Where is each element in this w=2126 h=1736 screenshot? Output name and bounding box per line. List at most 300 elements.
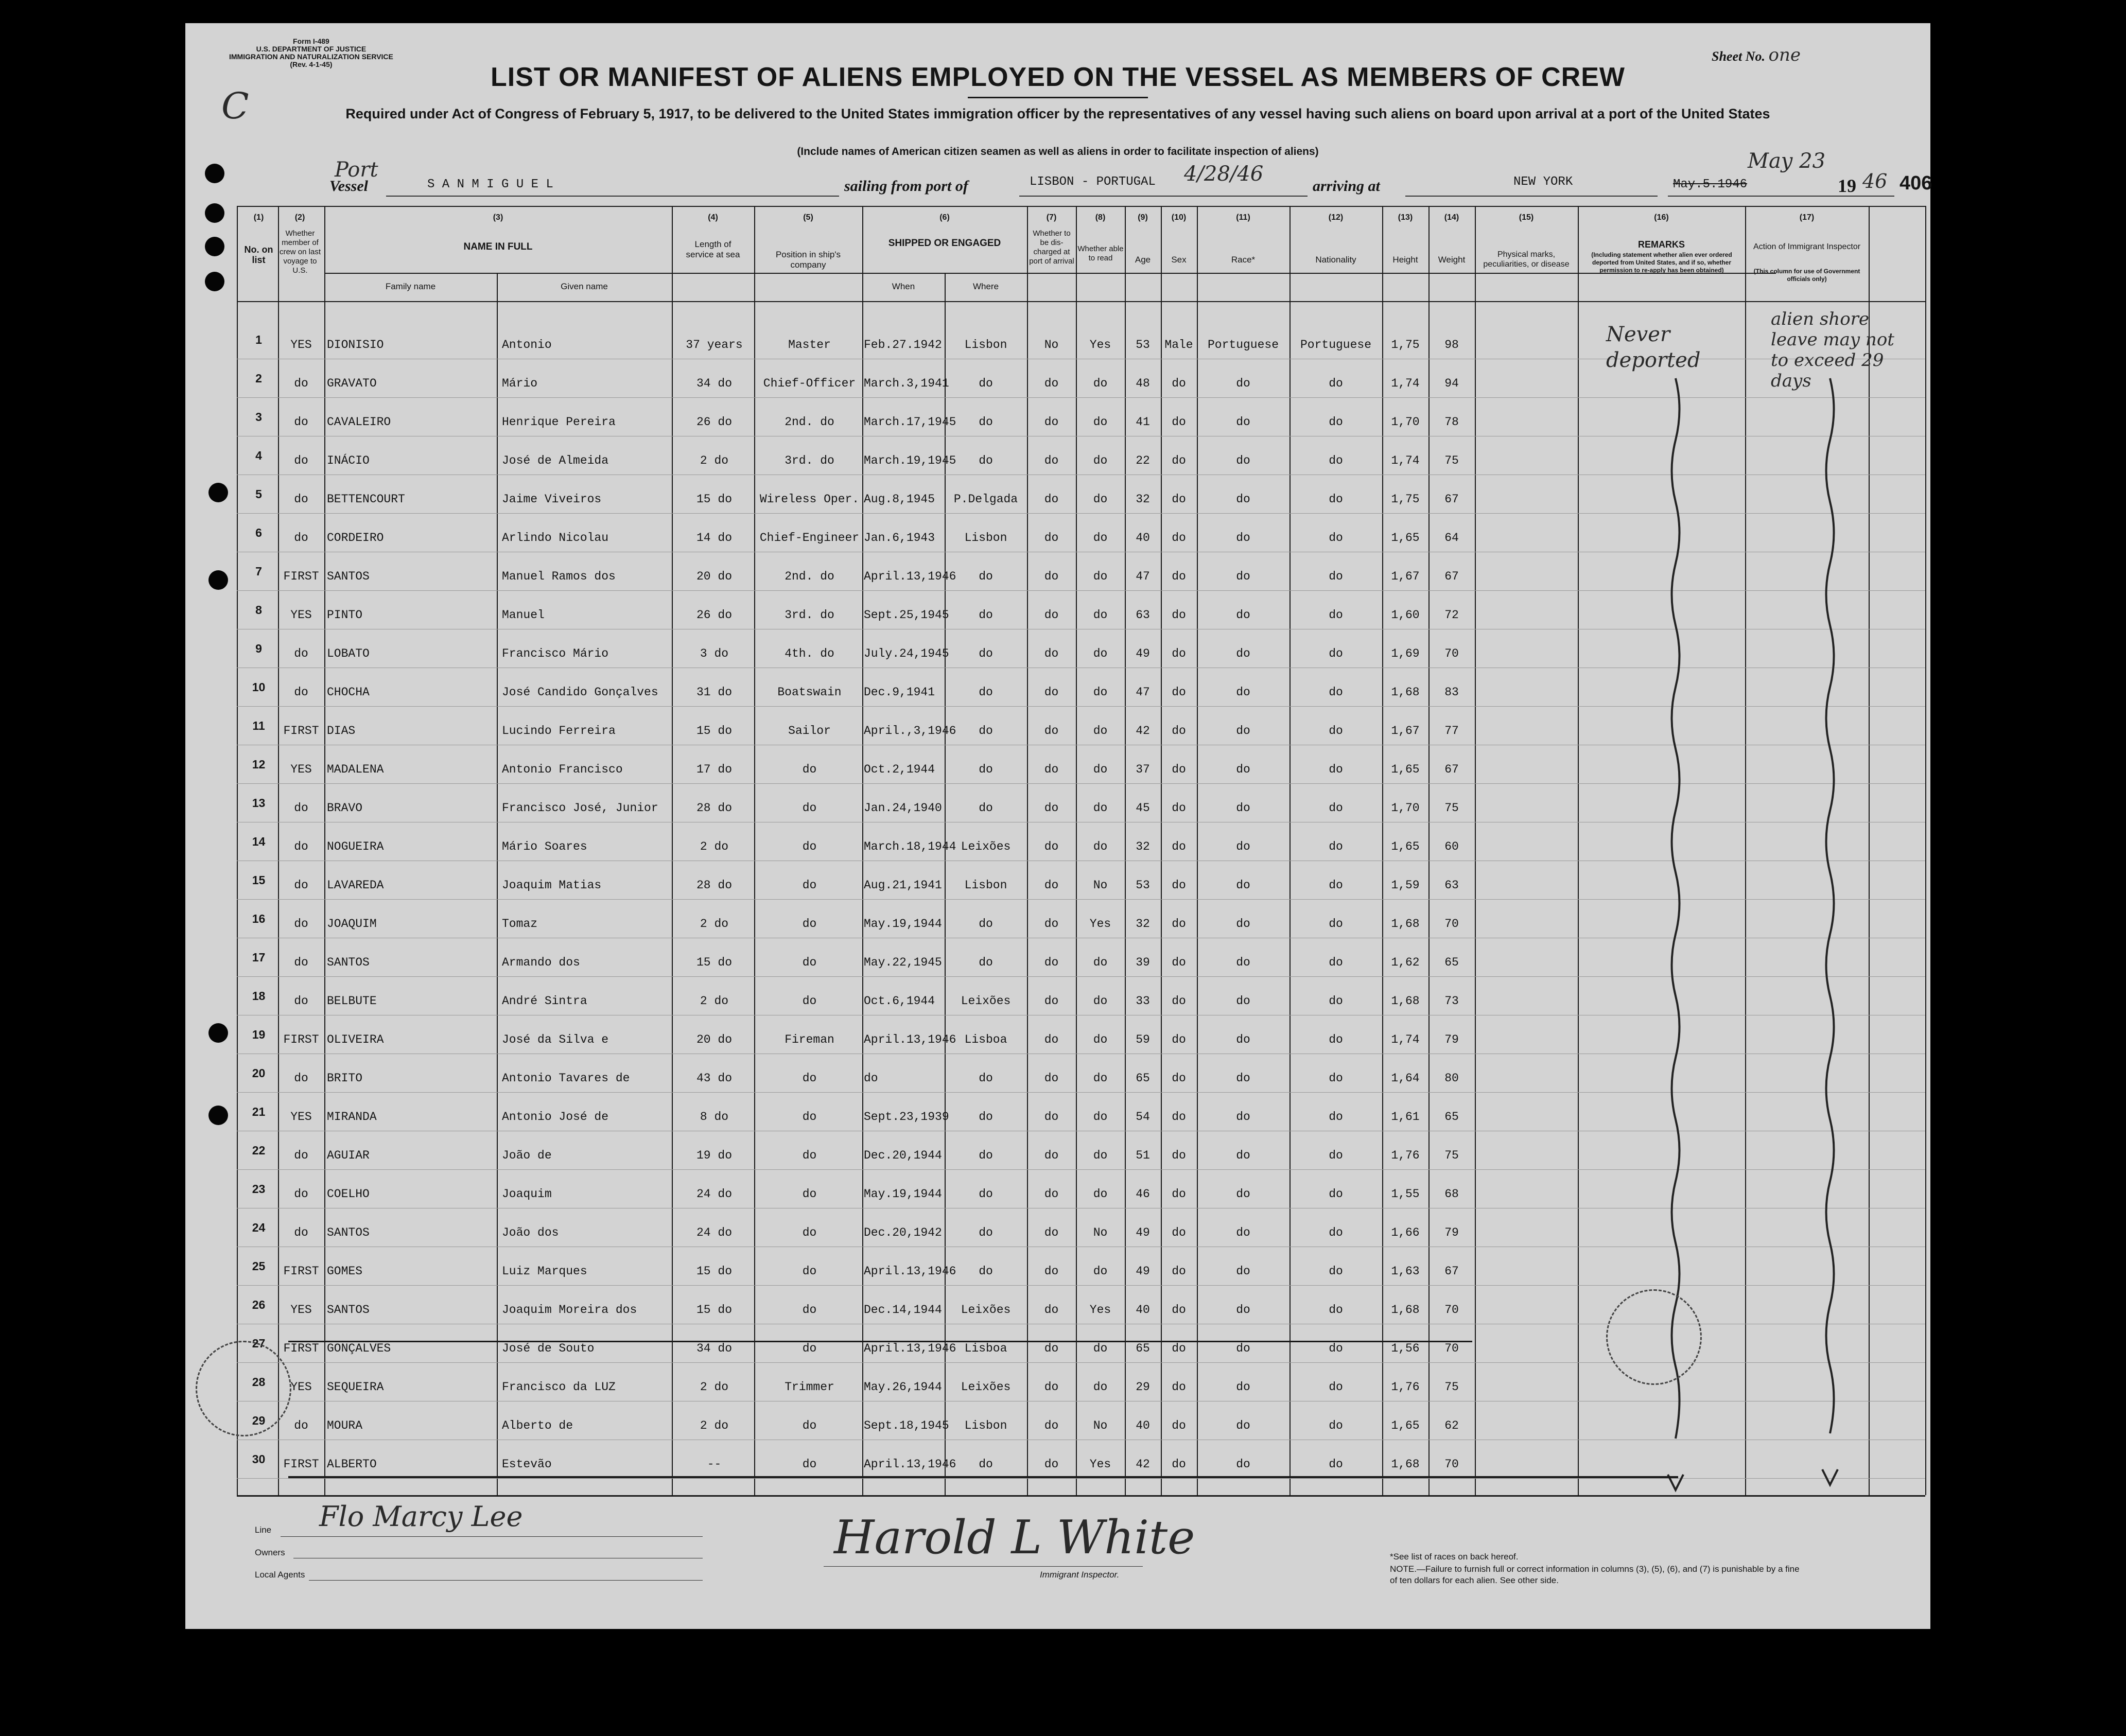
cell-weight: 62: [1444, 1419, 1459, 1432]
cell-no: 17: [252, 951, 266, 964]
col-14-num: (14): [1444, 213, 1459, 222]
cell-nationality: do: [1329, 377, 1343, 390]
cell-nationality: do: [1329, 1458, 1343, 1471]
binder-hole: [208, 483, 228, 502]
binder-hole: [205, 237, 224, 256]
cell-age: 65: [1136, 1342, 1150, 1355]
cell-height: 1,68: [1391, 994, 1420, 1008]
cell-height: 1,68: [1391, 1458, 1420, 1471]
cell-weight: 63: [1444, 879, 1459, 892]
col-2-num: (2): [294, 213, 305, 222]
cell-service: 2 do: [700, 1380, 729, 1394]
typed-date: May.5.1946: [1673, 178, 1748, 191]
cell-no: 25: [252, 1259, 266, 1273]
cell-position: Wireless Oper.: [759, 493, 860, 506]
cell-race: do: [1236, 763, 1250, 776]
cell-service: 2 do: [700, 1419, 729, 1432]
cell-sex: do: [1172, 879, 1186, 892]
cell-service: 19 do: [696, 1149, 732, 1162]
cell-when: April.13,1946: [864, 570, 956, 583]
cell-discharged: do: [1044, 994, 1059, 1008]
cell-sex: do: [1172, 917, 1186, 931]
cell-service: 3 do: [700, 647, 729, 660]
cell-read: Yes: [1089, 1303, 1111, 1317]
cell-read: do: [1093, 956, 1108, 969]
handwritten-date: May 23: [1748, 149, 1826, 173]
cell-age: 22: [1136, 454, 1150, 467]
cell-age: 53: [1136, 879, 1150, 892]
cell-weight: 78: [1444, 415, 1459, 429]
cell-age: 39: [1136, 956, 1150, 969]
cell-where: Leixões: [961, 1380, 1011, 1394]
cell-prev: do: [294, 879, 308, 892]
cell-position: do: [802, 1149, 817, 1162]
cell-family: GONÇALVES: [327, 1342, 391, 1355]
cell-nationality: do: [1329, 647, 1343, 660]
cell-where: Leixões: [961, 840, 1011, 853]
cell-nationality: do: [1329, 879, 1343, 892]
cell-read: do: [1093, 415, 1108, 429]
cell-height: 1,62: [1391, 956, 1420, 969]
col-16-subheader: (Including statement whether alien ever ordered deported from United States, and if so, whether permission to re-apply has been obtained): [1591, 251, 1732, 274]
cell-where: do: [979, 1458, 993, 1471]
cell-nationality: do: [1329, 917, 1343, 931]
cell-weight: 79: [1444, 1033, 1459, 1046]
cell-race: do: [1236, 801, 1250, 815]
cell-family: GRAVATO: [327, 377, 377, 390]
cell-age: 47: [1136, 686, 1150, 699]
cell-read: do: [1093, 1342, 1108, 1355]
column-line: [672, 206, 673, 1495]
corner-mark: C: [221, 85, 249, 127]
sheet-number-value: one: [1768, 45, 1801, 65]
cell-sex: do: [1172, 1380, 1186, 1394]
cell-position: Sailor: [788, 724, 831, 738]
cell-discharged: do: [1044, 1419, 1059, 1432]
col-13-header: Height: [1392, 255, 1418, 265]
cell-no: 24: [252, 1221, 266, 1234]
cell-age: 53: [1136, 338, 1150, 352]
cell-family: GOMES: [327, 1265, 363, 1278]
col-3-family-header: Family name: [385, 282, 436, 291]
cell-weight: 68: [1444, 1187, 1459, 1201]
cell-height: 1,59: [1391, 879, 1420, 892]
cell-sex: do: [1172, 994, 1186, 1008]
cell-where: Lisbon: [964, 1419, 1007, 1432]
arriving-label: arriving at: [1313, 178, 1380, 195]
cell-sex: do: [1172, 1342, 1186, 1355]
cell-service: 31 do: [696, 686, 732, 699]
vessel-label: Vessel: [329, 178, 368, 195]
port-handwritten: Port: [335, 158, 378, 182]
cell-no: 26: [252, 1298, 266, 1311]
cell-discharged: do: [1044, 1380, 1059, 1394]
cell-read: do: [1093, 840, 1108, 853]
cell-read: do: [1093, 1110, 1108, 1124]
cell-given: Francisco da LUZ: [502, 1380, 616, 1394]
cell-sex: do: [1172, 956, 1186, 969]
cell-sex: do: [1172, 415, 1186, 429]
col-2-header: Whether member of crew on last voyage to U.S.: [279, 229, 321, 275]
cell-height: 1,56: [1391, 1342, 1420, 1355]
column-line: [1925, 206, 1926, 1495]
cell-weight: 70: [1444, 917, 1459, 931]
cell-race: do: [1236, 1458, 1250, 1471]
table-top-border: [237, 206, 1925, 207]
cell-no: 3: [255, 410, 262, 424]
col-13-num: (13): [1398, 213, 1413, 222]
cell-no: 16: [252, 912, 266, 925]
cell-when: May.26,1944: [864, 1380, 942, 1394]
cell-height: 1,68: [1391, 917, 1420, 931]
col-3-num: (3): [493, 213, 503, 222]
binder-hole: [208, 570, 228, 590]
col-9-num: (9): [1138, 213, 1148, 222]
cell-service: 24 do: [696, 1187, 732, 1201]
cell-weight: 60: [1444, 840, 1459, 853]
cell-read: do: [1093, 608, 1108, 622]
cell-when: Aug.21,1941: [864, 879, 942, 892]
cell-nationality: do: [1329, 724, 1343, 738]
cell-no: 15: [252, 873, 266, 887]
cell-weight: 79: [1444, 1226, 1459, 1239]
cell-age: 40: [1136, 531, 1150, 545]
cell-race: do: [1236, 608, 1250, 622]
line-value-handwritten: Flo Marcy Lee: [319, 1500, 523, 1533]
cell-race: do: [1236, 994, 1250, 1008]
cell-height: 1,70: [1391, 415, 1420, 429]
cell-race: do: [1236, 917, 1250, 931]
col-16-header: REMARKS: [1637, 239, 1685, 250]
cell-nationality: do: [1329, 1149, 1343, 1162]
cell-read: Yes: [1089, 917, 1111, 931]
cell-where: do: [979, 647, 993, 660]
cell-prev: do: [294, 1419, 308, 1432]
cell-prev: do: [294, 415, 308, 429]
col-17-num: (17): [1799, 213, 1815, 222]
from-port: LISBON - PORTUGAL: [1030, 175, 1156, 189]
cell-when: Sept.23,1939: [864, 1110, 949, 1124]
cell-race: do: [1236, 686, 1250, 699]
cell-race: Portuguese: [1207, 338, 1279, 352]
cell-prev: FIRST: [283, 1033, 319, 1046]
cell-family: SANTOS: [327, 1226, 370, 1239]
cell-weight: 65: [1444, 956, 1459, 969]
column-line: [862, 206, 863, 1495]
cell-age: 63: [1136, 608, 1150, 622]
cell-family: ALBERTO: [327, 1458, 377, 1471]
cell-sex: do: [1172, 1072, 1186, 1085]
cell-race: do: [1236, 1110, 1250, 1124]
page-title: LIST OR MANIFEST OF ALIENS EMPLOYED ON THE VESSEL AS MEMBERS OF CREW: [491, 62, 1625, 92]
cell-nationality: do: [1329, 415, 1343, 429]
cell-when: Oct.2,1944: [864, 763, 935, 776]
cell-race: do: [1236, 377, 1250, 390]
cell-where: P.Delgada: [953, 493, 1018, 506]
cell-no: 7: [255, 565, 262, 578]
cell-where: do: [979, 570, 993, 583]
cell-when: May.22,1945: [864, 956, 942, 969]
cell-nationality: do: [1329, 1303, 1343, 1317]
cell-weight: 70: [1444, 1458, 1459, 1471]
cell-height: 1,65: [1391, 531, 1420, 545]
cell-service: 34 do: [696, 377, 732, 390]
cell-discharged: do: [1044, 1033, 1059, 1046]
cell-when: March.19,1945: [864, 454, 956, 467]
cell-age: 32: [1136, 493, 1150, 506]
cell-family: SANTOS: [327, 1303, 370, 1317]
cell-position: do: [802, 917, 817, 931]
binder-hole: [205, 272, 224, 291]
cell-when: April.,3,1946: [864, 724, 956, 738]
year-handwritten: 46: [1862, 170, 1888, 192]
cell-no: 28: [252, 1375, 266, 1389]
cell-family: JOAQUIM: [327, 917, 377, 931]
cell-discharged: do: [1044, 879, 1059, 892]
col-7-num: (7): [1046, 213, 1057, 222]
cell-service: 37 years: [686, 338, 743, 352]
cell-prev: do: [294, 801, 308, 815]
cell-height: 1,61: [1391, 1110, 1420, 1124]
col-11-header: Race*: [1231, 255, 1256, 265]
cell-sex: do: [1172, 570, 1186, 583]
cell-no: 23: [252, 1182, 266, 1196]
cell-position: do: [802, 994, 817, 1008]
cell-weight: 65: [1444, 1110, 1459, 1124]
table-head-border: [237, 301, 1925, 302]
cell-height: 1,74: [1391, 377, 1420, 390]
cell-nationality: do: [1329, 840, 1343, 853]
table-bottom-border: [237, 1495, 1925, 1497]
cell-race: do: [1236, 840, 1250, 853]
cell-when: Dec.9,1941: [864, 686, 935, 699]
binder-hole: [208, 1106, 228, 1125]
cell-when: May.19,1944: [864, 917, 942, 931]
col-6-num: (6): [939, 213, 950, 222]
cell-when: Dec.20,1944: [864, 1149, 942, 1162]
cell-when: April.13,1946: [864, 1458, 956, 1471]
cell-given: João dos: [502, 1226, 559, 1239]
cell-nationality: do: [1329, 1226, 1343, 1239]
cell-where: Lisbon: [964, 879, 1007, 892]
cell-weight: 98: [1444, 338, 1459, 352]
cell-position: Chief-Officer: [763, 377, 856, 390]
cell-weight: 67: [1444, 570, 1459, 583]
cell-given: Armando dos: [502, 956, 580, 969]
cell-sex: do: [1172, 608, 1186, 622]
cell-where: do: [979, 377, 993, 390]
cell-given: Francisco José, Junior: [502, 801, 658, 815]
col-1-num: (1): [253, 213, 264, 222]
cell-read: do: [1093, 1149, 1108, 1162]
cell-discharged: do: [1044, 917, 1059, 931]
cell-service: 26 do: [696, 415, 732, 429]
cell-nationality: do: [1329, 493, 1343, 506]
cell-prev: do: [294, 956, 308, 969]
cell-height: 1,55: [1391, 1187, 1420, 1201]
cell-discharged: do: [1044, 1265, 1059, 1278]
cell-no: 6: [255, 526, 262, 539]
cell-family: DIONISIO: [327, 338, 384, 352]
sailing-label: sailing from port of: [844, 178, 968, 195]
cell-prev: YES: [290, 763, 312, 776]
cell-given: Antonio José de: [502, 1110, 609, 1124]
row-27-strikethrough: [288, 1341, 1472, 1342]
cell-discharged: No: [1044, 338, 1059, 352]
cell-prev: FIRST: [283, 1342, 319, 1355]
cell-discharged: do: [1044, 531, 1059, 545]
cell-height: 1,67: [1391, 724, 1420, 738]
cell-where: do: [979, 1226, 993, 1239]
cell-family: NOGUEIRA: [327, 840, 384, 853]
cell-age: 45: [1136, 801, 1150, 815]
inspection-stamp-left: [196, 1341, 291, 1436]
cell-where: do: [979, 686, 993, 699]
cell-position: do: [802, 1187, 817, 1201]
cell-age: 49: [1136, 1265, 1150, 1278]
cell-race: do: [1236, 879, 1250, 892]
cell-discharged: do: [1044, 1226, 1059, 1239]
cell-prev: FIRST: [283, 1265, 319, 1278]
page-subtitle: Required under Act of Congress of February 5, 1917, to be delivered to the United States immigration officer by the representatives of any vessel having such aliens on board upon arrival at a port of the United States: [345, 106, 1770, 121]
cell-height: 1,74: [1391, 1033, 1420, 1046]
col-6-header: SHIPPED OR ENGAGED: [888, 238, 1001, 249]
cell-age: 41: [1136, 415, 1150, 429]
cell-no: 12: [252, 758, 266, 771]
cell-family: CORDEIRO: [327, 531, 384, 545]
cell-service: 28 do: [696, 801, 732, 815]
cell-position: do: [802, 801, 817, 815]
cell-where: do: [979, 415, 993, 429]
cell-discharged: do: [1044, 493, 1059, 506]
cell-discharged: do: [1044, 801, 1059, 815]
cell-race: do: [1236, 956, 1250, 969]
cell-prev: FIRST: [283, 570, 319, 583]
cell-discharged: do: [1044, 1342, 1059, 1355]
cell-service: 24 do: [696, 1226, 732, 1239]
cell-when: Jan.6,1943: [864, 531, 935, 545]
sailing-date-handwritten: 4/28/46: [1184, 162, 1264, 186]
form-number: Form I-489: [293, 37, 329, 45]
page-note: (Include names of American citizen seamen as well as aliens in order to facilitate inspection of aliens): [797, 146, 1319, 157]
cell-where: do: [979, 763, 993, 776]
col-16-num: (16): [1654, 213, 1669, 222]
column-line: [237, 206, 238, 1495]
cell-height: 1,67: [1391, 570, 1420, 583]
cell-service: 17 do: [696, 763, 732, 776]
cell-service: 20 do: [696, 1033, 732, 1046]
cell-height: 1,68: [1391, 686, 1420, 699]
cell-no: 5: [255, 487, 262, 501]
cell-position: 3rd. do: [785, 454, 834, 467]
cell-read: do: [1093, 1380, 1108, 1394]
col-6-when-header: When: [892, 282, 915, 291]
cell-weight: 75: [1444, 1149, 1459, 1162]
cell-service: 43 do: [696, 1072, 732, 1085]
cell-no: 18: [252, 989, 266, 1003]
cell-height: 1,63: [1391, 1265, 1420, 1278]
cell-weight: 80: [1444, 1072, 1459, 1085]
cell-family: CAVALEIRO: [327, 415, 391, 429]
binder-hole: [205, 203, 224, 223]
cell-family: OLIVEIRA: [327, 1033, 384, 1046]
cell-position: do: [802, 1072, 817, 1085]
cell-height: 1,74: [1391, 454, 1420, 467]
cell-no: 10: [252, 680, 266, 694]
cell-given: José Candido Gonçalves: [502, 686, 658, 699]
cell-given: Antonio Francisco: [502, 763, 623, 776]
vessel-name: S A N M I G U E L: [427, 178, 553, 191]
cell-age: 42: [1136, 724, 1150, 738]
cell-given: Lucindo Ferreira: [502, 724, 616, 738]
cell-height: 1,69: [1391, 647, 1420, 660]
cell-family: BRAVO: [327, 801, 363, 815]
column-line: [497, 273, 498, 1495]
cell-nationality: do: [1329, 1033, 1343, 1046]
cell-given: Antonio: [502, 338, 552, 352]
cell-race: do: [1236, 531, 1250, 545]
cell-weight: 75: [1444, 454, 1459, 467]
cell-no: 9: [255, 642, 262, 655]
cell-weight: 70: [1444, 647, 1459, 660]
cell-sex: do: [1172, 763, 1186, 776]
cell-age: 54: [1136, 1110, 1150, 1124]
cell-service: 14 do: [696, 531, 732, 545]
cell-prev: do: [294, 454, 308, 467]
cell-service: 20 do: [696, 570, 732, 583]
cell-discharged: do: [1044, 1303, 1059, 1317]
cell-given: Henrique Pereira: [502, 415, 616, 429]
cell-prev: YES: [290, 338, 312, 352]
cell-when: Feb.27.1942: [864, 338, 942, 352]
cell-height: 1,64: [1391, 1072, 1420, 1085]
cell-race: do: [1236, 493, 1250, 506]
form-revision: (Rev. 4-1-45): [290, 60, 333, 68]
cell-sex: do: [1172, 1033, 1186, 1046]
cell-family: DIAS: [327, 724, 356, 738]
manifest-sheet: [185, 23, 1930, 1629]
cell-nationality: do: [1329, 994, 1343, 1008]
cell-given: Mário Soares: [502, 840, 587, 853]
cell-height: 1,65: [1391, 840, 1420, 853]
cell-no: 1: [255, 333, 262, 346]
cell-given: Joaquim: [502, 1187, 552, 1201]
cell-position: do: [802, 1419, 817, 1432]
cell-family: MOURA: [327, 1419, 363, 1432]
cell-no: 20: [252, 1066, 266, 1080]
cell-given: Joaquim Matias: [502, 879, 602, 892]
cell-sex: Male: [1164, 338, 1193, 352]
cell-when: March.17,1945: [864, 415, 956, 429]
cell-nationality: do: [1329, 531, 1343, 545]
cell-age: 40: [1136, 1303, 1150, 1317]
cell-age: 33: [1136, 994, 1150, 1008]
cell-position: Boatswain: [777, 686, 842, 699]
cell-race: do: [1236, 1226, 1250, 1239]
cell-no: 14: [252, 835, 266, 848]
cell-height: 1,75: [1391, 338, 1420, 352]
cell-discharged: do: [1044, 1072, 1059, 1085]
cell-race: do: [1236, 724, 1250, 738]
col-8-num: (8): [1095, 213, 1106, 222]
cell-family: LOBATO: [327, 647, 370, 660]
cell-prev: do: [294, 647, 308, 660]
cell-where: do: [979, 1265, 993, 1278]
column-line: [1475, 206, 1476, 1495]
cell-sex: do: [1172, 1419, 1186, 1432]
arrival-port: NEW YORK: [1513, 175, 1573, 189]
cell-given: Alberto de: [502, 1419, 573, 1432]
